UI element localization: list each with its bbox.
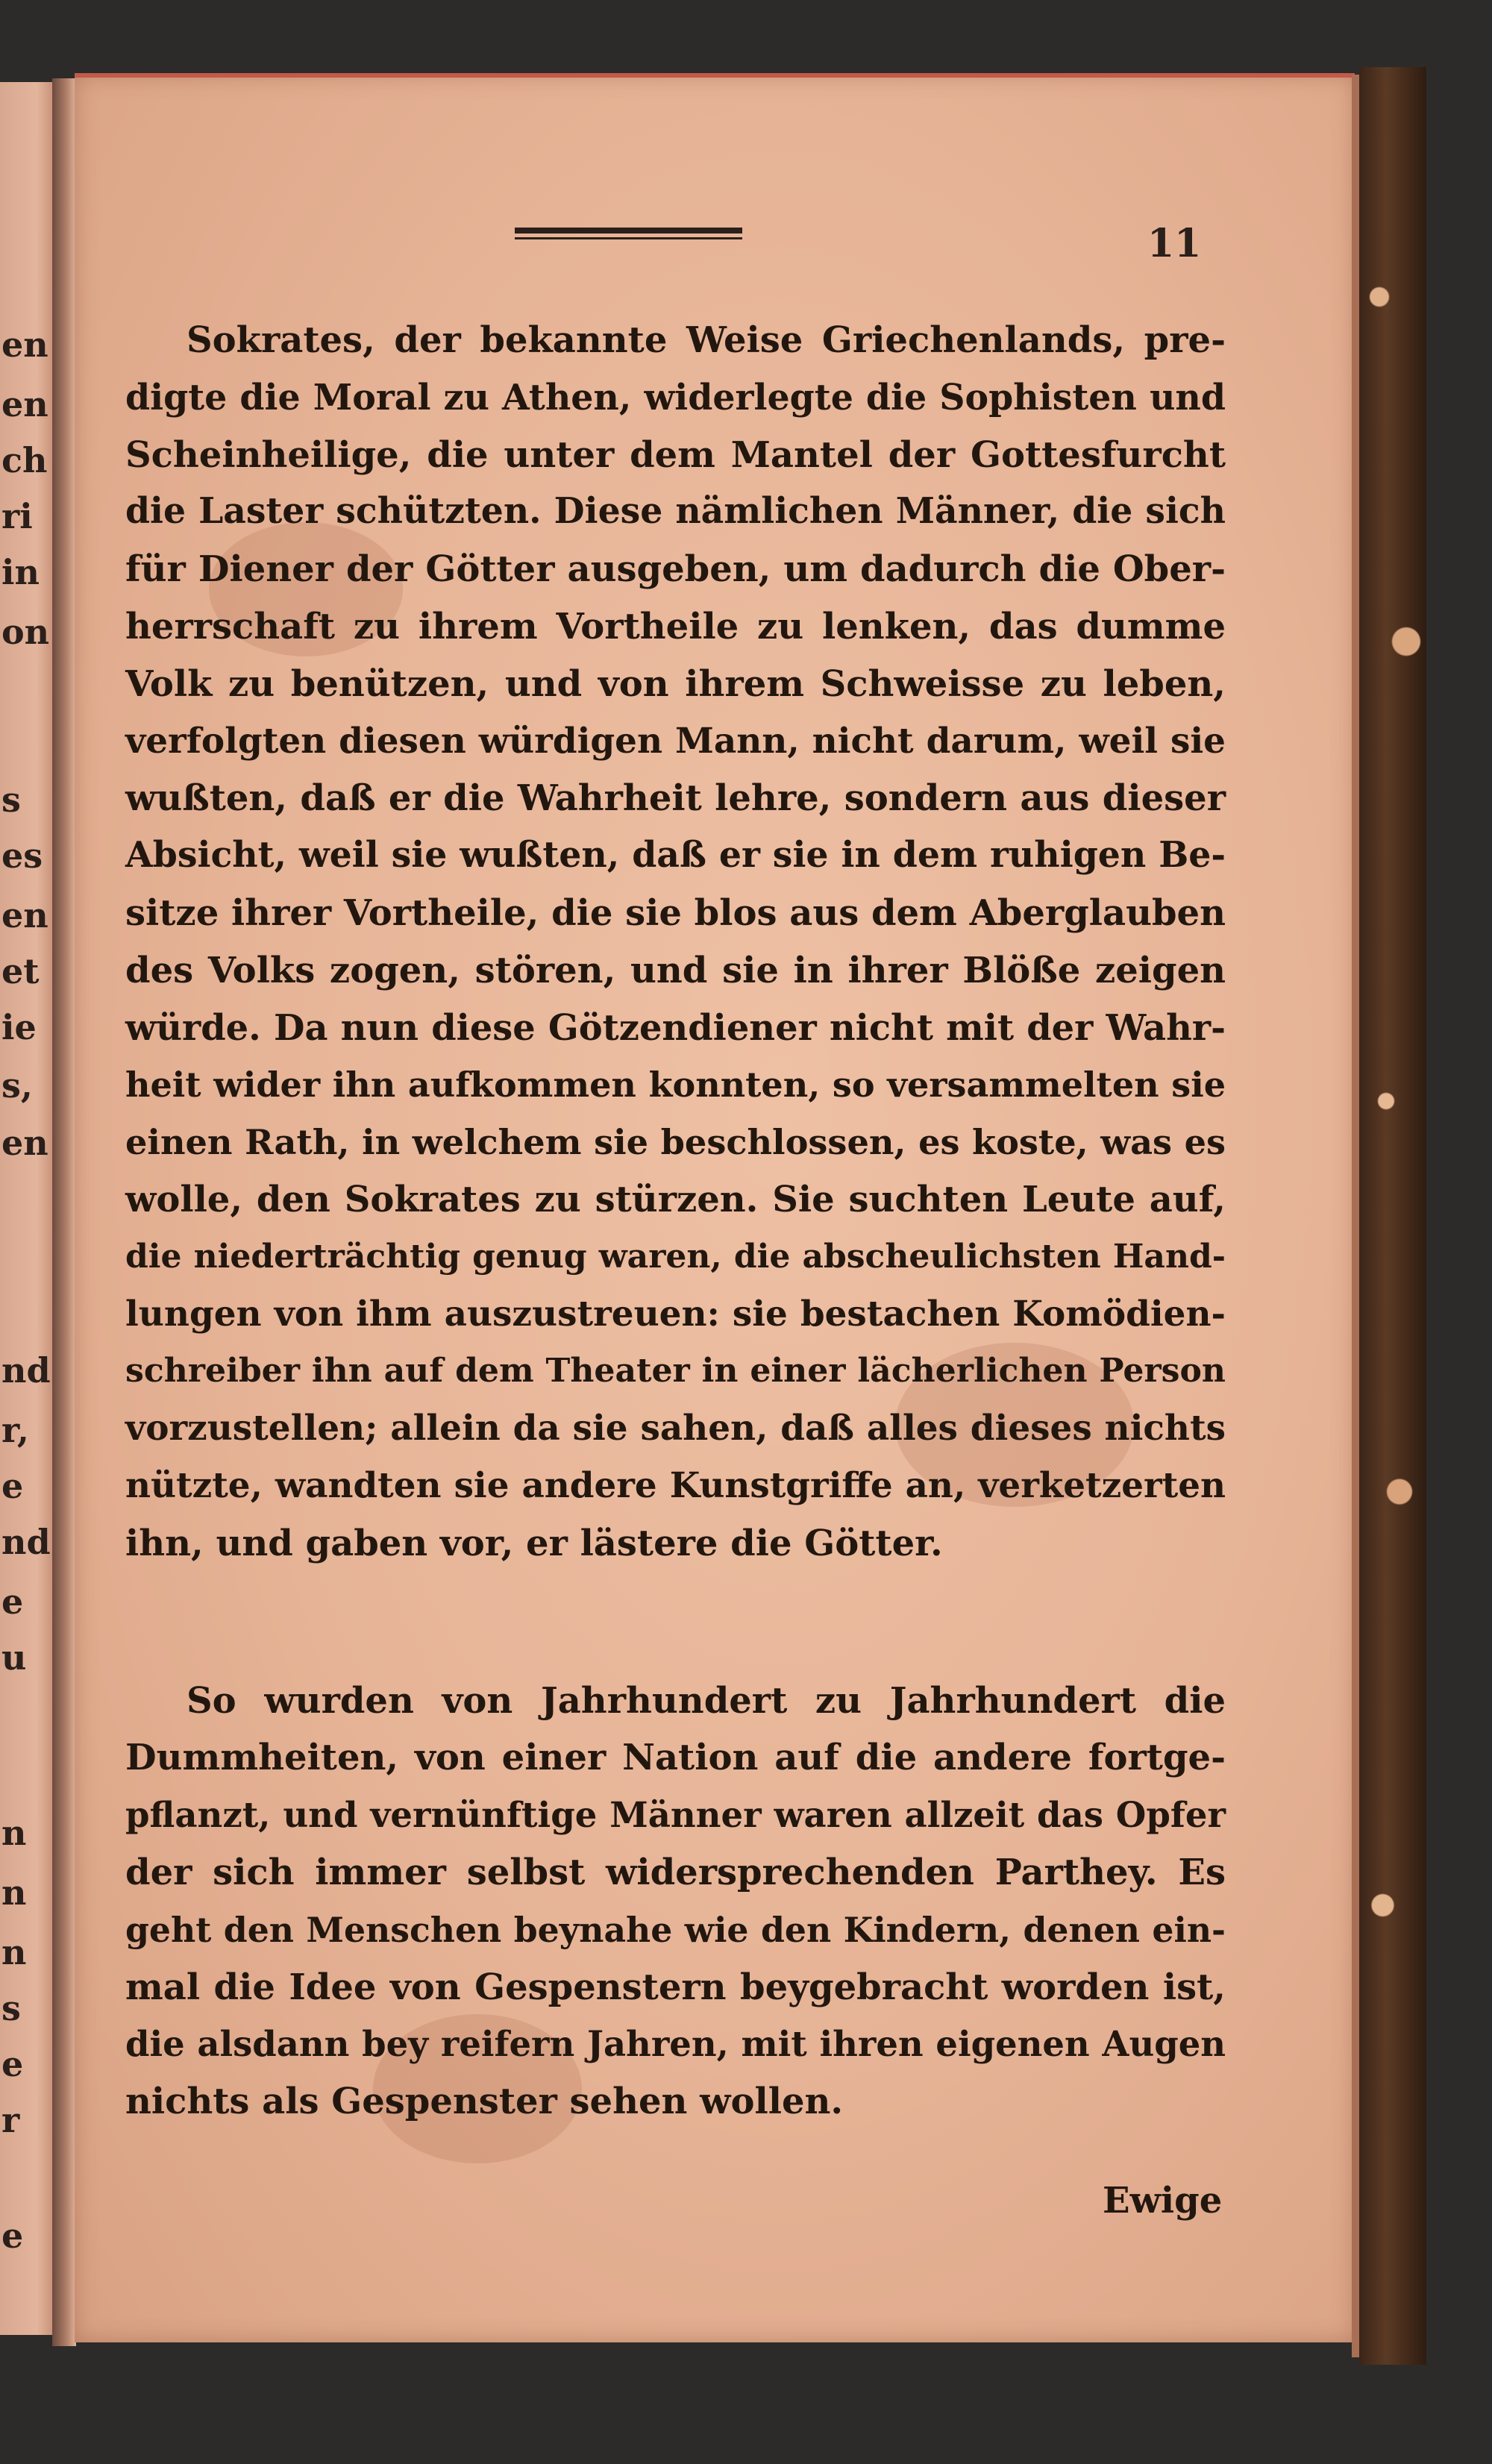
text-line: nützte, wandten sie andere Kunstgriffe an, verketzerten — [125, 1464, 1226, 1506]
header-rule — [515, 228, 742, 244]
text-line: die niederträchtig genug waren, die abscheulichsten Hand- — [125, 1237, 1226, 1276]
text-line: schreiber ihn auf dem Theater in einer lächerlichen Person — [125, 1352, 1226, 1391]
facing-page-fragment: e — [1, 2044, 24, 2084]
facing-page-fragment: r, — [1, 1410, 29, 1450]
facing-page-fragment: et — [1, 951, 40, 991]
facing-page-fragment: ch — [1, 440, 48, 480]
text-line: wolle, den Sokrates zu stürzen. Sie suchten Leute auf, — [125, 1178, 1226, 1220]
text-line: mal die Idee von Gespenstern beygebracht worden ist, — [125, 1966, 1226, 2008]
facing-page-fragment: s — [1, 1988, 21, 2028]
facing-page-fragment: ri — [1, 496, 33, 536]
text-line: verfolgten diesen würdigen Mann, nicht darum, weil sie — [125, 720, 1226, 762]
text-line: für Diener der Götter ausgeben, um dadurch die Ober- — [125, 548, 1226, 591]
text-line: geht den Menschen beynahe wie den Kindern, denen ein- — [125, 1909, 1226, 1950]
text-line: Sokrates, der bekannte Weise Griechenlands, pre- — [186, 319, 1226, 361]
facing-page-fragment: n — [1, 1872, 27, 1913]
text-line: des Volks zogen, stören, und sie in ihrer Blöße zeigen — [125, 949, 1226, 991]
text-line: die alsdann bey reifern Jahren, mit ihren eigenen Augen — [125, 2023, 1226, 2065]
catchword: Ewige — [1103, 2180, 1223, 2222]
text-line: Scheinheilige, die unter dem Mantel der Gottesfurcht — [125, 433, 1226, 476]
text-line: Dummheiten, von einer Nation auf die andere fortge- — [125, 1737, 1226, 1779]
facing-page-fragment: nd — [1, 1522, 51, 1562]
text-line: Volk zu benützen, und von ihrem Schweisse zu leben, — [125, 662, 1226, 705]
header-rule-thick — [515, 228, 742, 233]
facing-page-fragment: e — [1, 2216, 24, 2256]
facing-page-fragment: r — [1, 2100, 20, 2140]
marbled-book-edge — [1359, 67, 1426, 2365]
paragraph-2 — [125, 1673, 1226, 2131]
facing-page-edge — [0, 82, 52, 2335]
facing-page-fragment: n — [1, 1932, 27, 1972]
page-number: 11 — [1147, 221, 1202, 266]
facing-page-fragment: en — [1, 895, 48, 935]
page-top-edge — [75, 73, 1355, 78]
book-gutter — [52, 78, 76, 2346]
text-line: lungen von ihm auszustreuen: sie bestachen Komödien- — [125, 1293, 1226, 1335]
facing-page-fragment: s, — [1, 1065, 33, 1106]
facing-page-fragment: on — [1, 612, 50, 652]
text-line: einen Rath, in welchem sie beschlossen, es koste, was es — [125, 1122, 1226, 1163]
text-line: So wurden von Jahrhundert zu Jahrhundert die — [186, 1679, 1226, 1722]
facing-page-fragment: n — [1, 1813, 27, 1853]
text-line: ihn, und gaben vor, er lästere die Götter. — [125, 1522, 943, 1564]
paragraph-1 — [125, 312, 1226, 1573]
text-line: wußten, daß er die Wahrheit lehre, sondern aus dieser — [125, 777, 1226, 820]
facing-page-fragment: nd — [1, 1350, 51, 1391]
facing-page-fragment: en — [1, 384, 48, 424]
facing-page-fragment: en — [1, 1123, 48, 1163]
text-line: sitze ihrer Vortheile, die sie blos aus dem Aberglauben — [125, 891, 1226, 934]
text-line: pflanzt, und vernünftige Männer waren allzeit das Opfer — [125, 1794, 1226, 1836]
header-rule-thin — [515, 237, 742, 239]
facing-page-fragment: ie — [1, 1007, 37, 1047]
facing-page-fragment: s — [1, 780, 21, 820]
text-line: digte die Moral zu Athen, widerlegte die Sophisten und — [125, 376, 1226, 418]
facing-page-fragment: in — [1, 552, 40, 592]
text-line: nichts als Gespenster sehen wollen. — [125, 2081, 844, 2123]
page-body — [125, 312, 1226, 2131]
facing-page-fragment: es — [1, 836, 43, 876]
text-line: vorzustellen; allein da sie sahen, daß alles dieses nichts — [125, 1408, 1226, 1449]
text-line: heit wider ihn aufkommen konnten, so versammelten sie — [125, 1065, 1226, 1106]
text-line: Absicht, weil sie wußten, daß er sie in dem ruhigen Be- — [125, 835, 1226, 877]
text-line: die Laster schützten. Diese nämlichen Männer, die sich — [125, 491, 1226, 533]
facing-page-fragment: e — [1, 1466, 24, 1506]
text-line: der sich immer selbst widersprechenden Parthey. Es — [125, 1851, 1226, 1893]
text-line: würde. Da nun diese Götzendiener nicht mit der Wahr- — [125, 1006, 1226, 1049]
text-line: herrschaft zu ihrem Vortheile zu lenken, das dumme — [125, 605, 1226, 648]
facing-page-fragment: en — [1, 325, 48, 365]
facing-page-fragment: e — [1, 1581, 24, 1622]
facing-page-fragment: u — [1, 1637, 27, 1678]
